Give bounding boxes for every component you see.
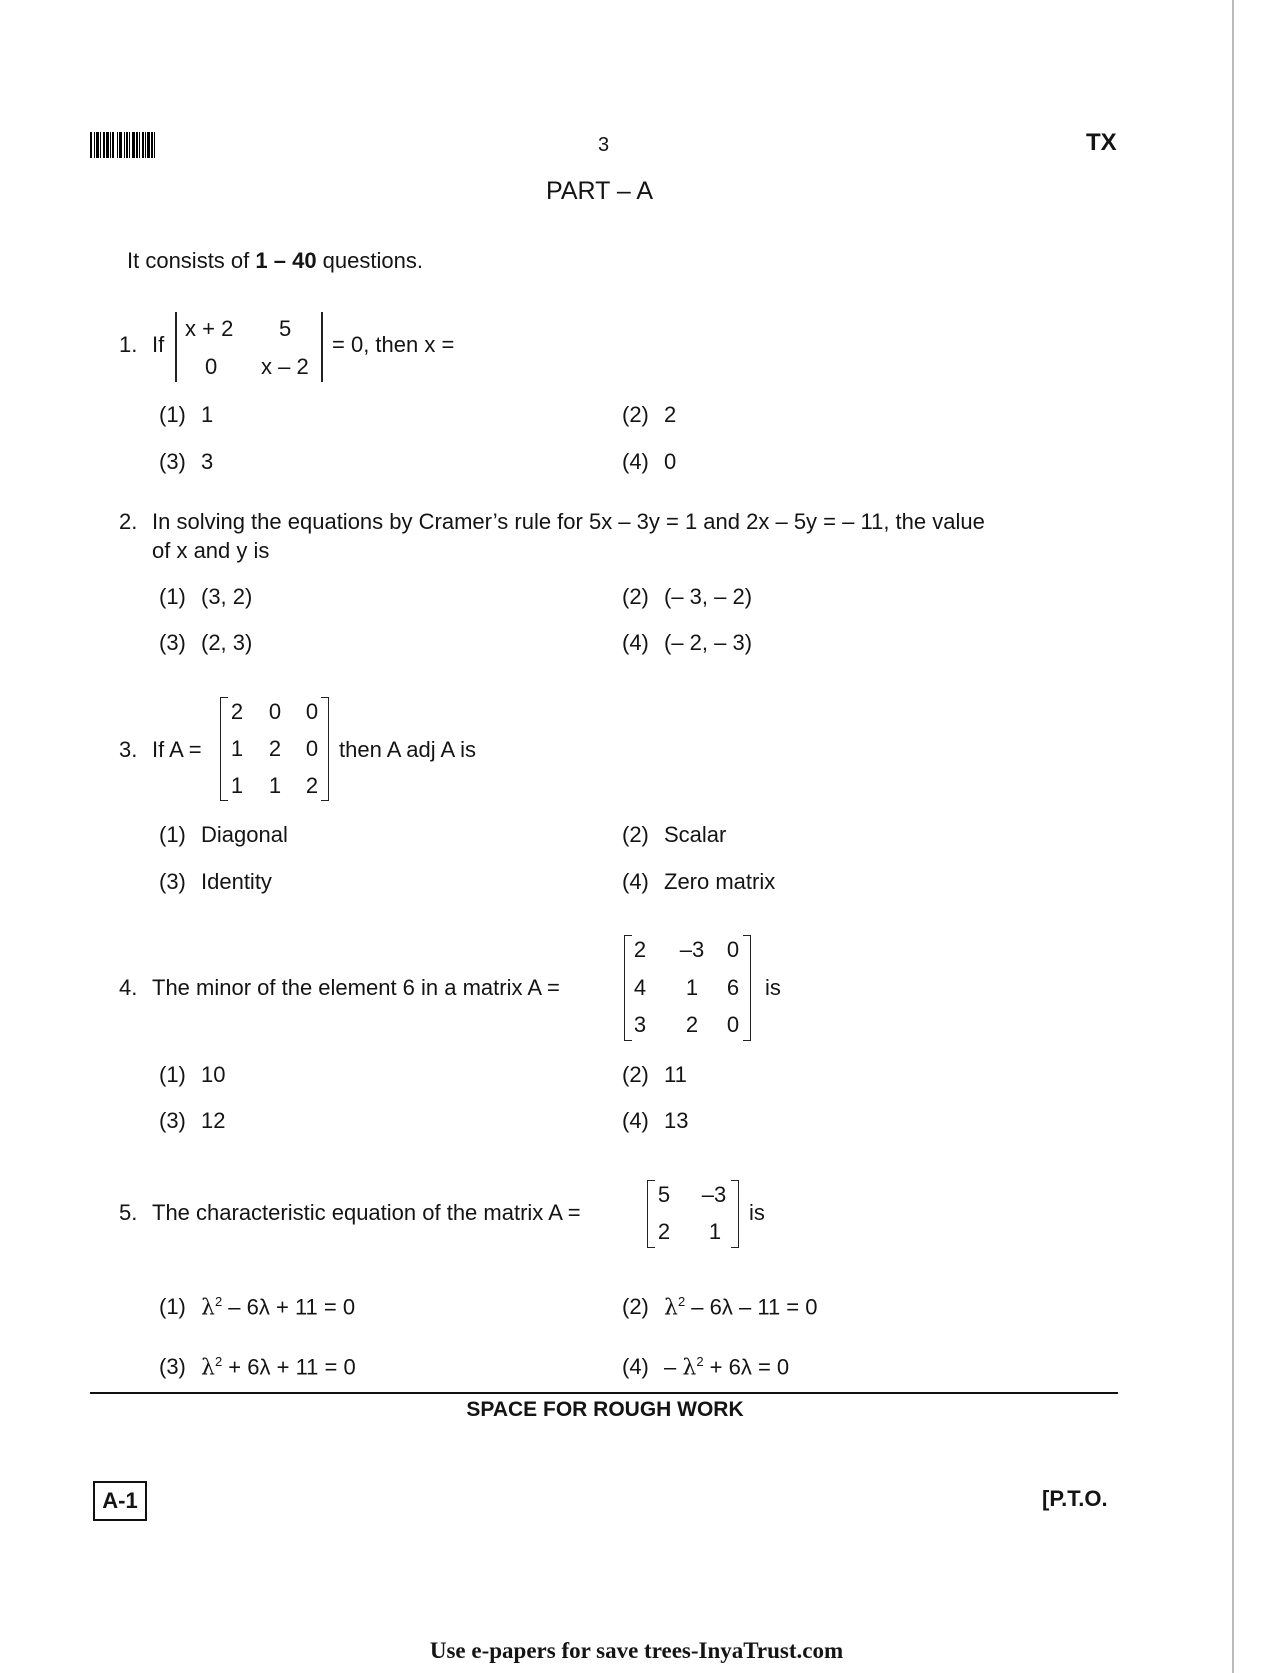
question-tail: is [749,1200,765,1225]
matrix-cell: 2 [685,1012,699,1037]
question-tail: then A adj A is [339,737,477,762]
matrix-cell: 0 [268,699,282,724]
matrix-cell: 2 [268,736,282,761]
matrix-cell: 1 [685,975,699,1000]
det-cell: 0 [205,354,218,379]
option-3: (3) $\lambda^2 + 6\lambda + 11 = 0$ [159,1354,356,1381]
option-2: (2) 11 [622,1062,687,1087]
question-tail: is [765,975,781,1000]
matrix-cell: 1 [230,773,244,798]
matrix-cell: 0 [726,1012,740,1037]
option-2: (2) (– 3, – 2) [622,584,753,609]
option-4: $(4) - \lambda^2 + 6\lambda = 0$ [622,1354,790,1381]
option-1: (1) Diagonal [159,822,288,847]
page-edge-line [1232,0,1234,1673]
matrix-cell: –3 [679,937,705,962]
question-lead: The minor of the element 6 in a matrix A = [152,975,560,1000]
matrix-cell: 0 [305,699,319,724]
option-1: (1) (3, 2) [159,584,253,609]
matrix-cell: 2 [305,773,319,798]
part-title: PART – A [546,177,654,205]
question-text: In solving the equations by Cramer’s rule for 5x – 3y = 1 and 2x – 5y = – 11, the value [152,509,985,534]
question-number: 3. [119,737,138,762]
option-2: (2) 2 [622,402,677,427]
matrix-cell: 1 [268,773,282,798]
matrix-cell: 1 [708,1219,722,1244]
option-4: (4) 13 [622,1108,689,1133]
question-text-cont: of x and y is [152,538,270,563]
option-1: (1) 10 [159,1062,226,1087]
matrix-cell: 2 [230,699,244,724]
matrix-bracket-right [743,935,751,1041]
matrix-cell: 2 [633,937,647,962]
matrix-bracket-right [321,697,329,801]
determinant-bar-right [321,312,323,382]
determinant-bar-left [175,312,177,382]
barcode [90,132,178,158]
booklet-tag: A-1 [93,1481,147,1521]
question-number: 2. [119,509,138,534]
option-2: (2) Scalar [622,822,727,847]
question-number: 4. [119,975,138,1000]
option-3: (3) (2, 3) [159,630,253,655]
question-number: 5. [119,1200,138,1225]
det-cell: 5 [279,316,292,341]
option-1: (1) $\lambda^2 - 6\lambda + 11 = 0$ [159,1294,356,1321]
question-tail: = 0, then x = [332,332,455,357]
footer-watermark: Use e-papers for save trees-InyaTrust.com [429,1638,844,1663]
matrix-cell: 2 [657,1219,671,1244]
paper-code: TX [1086,129,1117,156]
matrix-cell: 1 [230,736,244,761]
option-4: (4) 0 [622,449,677,474]
option-3: (3) 12 [159,1108,226,1133]
matrix-cell: –3 [701,1182,727,1207]
page-number: 3 [598,134,610,156]
intro-text: It consists of 1 – 40 questions. [127,248,423,273]
question-lead: If [152,332,165,357]
matrix-bracket-right [731,1180,739,1248]
option-3: (3) 3 [159,449,214,474]
option-3: (3) Identity [159,869,272,894]
question-number: 1. [119,332,138,357]
option-4: (4) (– 2, – 3) [622,630,753,655]
matrix-cell: 6 [726,975,740,1000]
matrix-cell: 0 [726,937,740,962]
matrix-cell: 4 [633,975,647,1000]
question-lead: If A = [152,737,202,762]
matrix-cell: 5 [657,1182,671,1207]
rough-work-divider [90,1392,1118,1394]
option-1: (1) 1 [159,402,214,427]
pto-label: [P.T.O. [1042,1486,1108,1511]
matrix-cell: 0 [305,736,319,761]
question-lead: The characteristic equation of the matrix A = [152,1200,581,1225]
rough-work-label: SPACE FOR ROUGH WORK [466,1398,744,1421]
option-2: (2) $\lambda^2 - 6\lambda - 11 = 0$ [622,1294,818,1321]
option-4: (4) Zero matrix [622,869,776,894]
det-cell: x – 2 [261,354,309,379]
det-cell: x + 2 [185,316,234,341]
matrix-cell: 3 [633,1012,647,1037]
